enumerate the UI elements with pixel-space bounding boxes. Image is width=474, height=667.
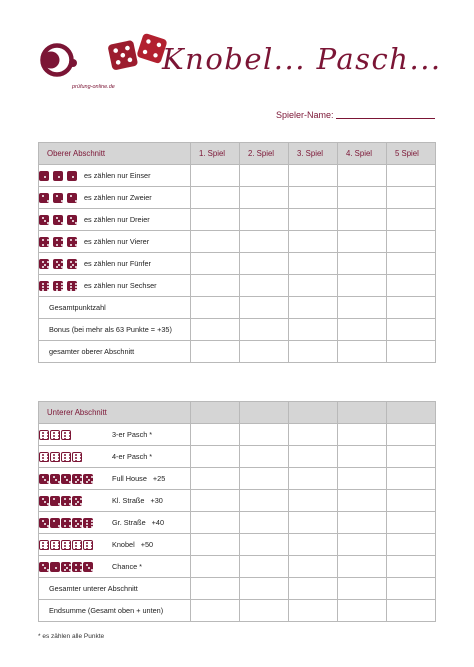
score-cell-game-1[interactable] [191,341,240,363]
table-row [39,490,436,512]
score-cell-game-2[interactable] [240,165,289,187]
score-cell-game-5[interactable] [387,556,436,578]
table-row [39,209,436,231]
row-label-cell [39,341,191,363]
die-5-icon [67,259,77,269]
table-row [39,187,436,209]
lower-section-title: Unterer Abschnitt [39,402,191,424]
row-label-cell [39,253,191,275]
die-2-icon [50,496,60,506]
row-label-cell [39,424,191,446]
score-cell-game-4[interactable] [338,275,387,297]
row-label: es zählen nur Einser [84,171,151,181]
bonus-points: +50 [140,540,154,550]
score-cell-game-5[interactable] [387,341,436,363]
die-1-icon [53,171,63,181]
score-cell-game-3[interactable] [289,468,338,490]
dice-group [39,429,109,439]
score-cell-game-5[interactable] [387,319,436,341]
site-name: prüfung-online.de [72,84,115,90]
score-cell-game-1[interactable] [191,556,240,578]
row-label: 4-er Pasch * [112,452,153,462]
score-cell-game-1[interactable] [191,253,240,275]
brand-logo-icon [36,38,88,84]
die-5-icon [83,474,93,484]
score-cell-game-1[interactable] [191,600,240,622]
score-cell-game-1[interactable] [191,468,240,490]
die-4-icon [53,237,63,247]
score-cell-game-1[interactable] [191,512,240,534]
die-3-icon [39,215,49,225]
die-3-icon [53,215,63,225]
row-label: Full House [112,474,147,484]
score-cell-game-1[interactable] [191,297,240,319]
die-3-icon [50,474,60,484]
table-row [39,556,436,578]
score-cell-game-3[interactable] [289,341,338,363]
score-cell-game-2[interactable] [240,446,289,468]
score-cell-game-2[interactable] [240,319,289,341]
table-row [39,341,436,363]
score-cell-game-1[interactable] [191,534,240,556]
row-label-cell [39,165,191,187]
score-cell-game-2[interactable] [240,512,289,534]
dice-group [39,517,109,527]
row-label: es zählen nur Dreier [84,215,150,225]
score-cell-game-4[interactable] [338,490,387,512]
red-dice-icon [106,32,170,74]
upper-section-table [38,142,436,363]
score-cell-game-4[interactable] [338,468,387,490]
die-1-icon [67,171,77,181]
score-cell-game-2[interactable] [240,209,289,231]
row-label: Endsumme (Gesamt oben + unten) [49,606,164,616]
score-cell-game-2[interactable] [240,468,289,490]
score-cell-game-2[interactable] [240,556,289,578]
die-5-icon [39,259,49,269]
die-6-icon [61,540,71,550]
score-cell-game-5[interactable] [387,187,436,209]
die-1-icon [50,562,60,572]
score-cell-game-5[interactable] [387,297,436,319]
lower-section-table [38,401,436,622]
die-3-icon [39,518,49,528]
game-column-5: 5 Spiel [387,143,436,165]
row-label-cell [39,231,191,253]
die-6-icon [83,540,93,550]
score-cell-game-2[interactable] [240,534,289,556]
die-4-icon [61,496,71,506]
score-cell-game-3[interactable] [289,319,338,341]
table-row [39,424,436,446]
score-cell-game-2[interactable] [240,187,289,209]
die-3-icon [67,215,77,225]
row-label-cell [39,187,191,209]
score-cell-game-5[interactable] [387,600,436,622]
score-cell-game-5[interactable] [387,490,436,512]
die-6-icon [83,518,93,528]
footnote: * es zählen alle Punkte [38,633,105,640]
score-cell-game-2[interactable] [240,600,289,622]
table-row [39,468,436,490]
bonus-points: +40 [151,518,165,528]
score-cell-game-4[interactable] [338,512,387,534]
score-cell-game-5[interactable] [387,468,436,490]
table-row [39,534,436,556]
row-label-cell [39,209,191,231]
score-cell-game-3[interactable] [289,275,338,297]
die-1-icon [39,171,49,181]
row-label: Bonus (bei mehr als 63 Punkte = +35) [49,325,172,335]
row-label: Gesamter unterer Abschnitt [49,584,138,594]
score-cell-game-3[interactable] [289,490,338,512]
game-column-1 [191,402,240,424]
score-cell-game-1[interactable] [191,490,240,512]
table-row [39,319,436,341]
die-4-icon [67,237,77,247]
score-cell-game-4[interactable] [338,600,387,622]
die-5-icon [72,518,82,528]
score-cell-game-4[interactable] [338,319,387,341]
score-cell-game-1[interactable] [191,165,240,187]
die-6-icon [50,452,60,462]
table-row [39,231,436,253]
die-3-icon [39,562,49,572]
die-5-icon [72,496,82,506]
die-3-icon [83,562,93,572]
score-cell-game-5[interactable] [387,578,436,600]
score-cell-game-5[interactable] [387,424,436,446]
score-cell-game-1[interactable] [191,187,240,209]
row-label: 3-er Pasch * [112,430,153,440]
row-label-cell [39,319,191,341]
score-cell-game-4[interactable] [338,297,387,319]
score-cell-game-2[interactable] [240,578,289,600]
score-cell-game-2[interactable] [240,253,289,275]
score-cell-game-3[interactable] [289,231,338,253]
table-row [39,578,436,600]
score-cell-game-1[interactable] [191,424,240,446]
row-label-cell [39,578,191,600]
score-cell-game-4[interactable] [338,341,387,363]
score-cell-game-4[interactable] [338,534,387,556]
score-cell-game-3[interactable] [289,297,338,319]
dice-group [39,561,109,571]
die-3-icon [39,496,49,506]
die-4-icon [39,237,49,247]
die-6-icon [50,540,60,550]
die-6-icon [53,281,63,291]
die-6-icon [72,452,82,462]
row-label: Gr. Straße [112,518,146,528]
table-row [39,275,436,297]
dice-group [39,451,109,461]
row-label: es zählen nur Vierer [84,237,150,247]
row-label-cell [39,600,191,622]
score-cell-game-5[interactable] [387,534,436,556]
score-cell-game-4[interactable] [338,578,387,600]
score-cell-game-4[interactable] [338,253,387,275]
die-6-icon [61,452,71,462]
row-label-cell [39,534,191,556]
die-6-icon [67,281,77,291]
row-label-cell [39,275,191,297]
score-cell-game-4[interactable] [338,165,387,187]
die-6-icon [61,430,71,440]
die-4-icon [72,562,82,572]
score-cell-game-5[interactable] [387,165,436,187]
row-label-cell [39,468,191,490]
die-6-icon [39,430,49,440]
die-5-icon [72,474,82,484]
score-cell-game-2[interactable] [240,424,289,446]
score-cell-game-3[interactable] [289,165,338,187]
score-cell-game-5[interactable] [387,446,436,468]
bonus-points: +30 [150,496,163,506]
row-label: es zählen nur Zweier [84,193,152,203]
row-label: Knobel [112,540,135,550]
die-5-icon [61,562,71,572]
score-cell-game-1[interactable] [191,231,240,253]
game-column-1: 1. Spiel [191,143,240,165]
score-cell-game-2[interactable] [240,231,289,253]
die-2-icon [53,193,63,203]
table-row [39,297,436,319]
dice-group [39,539,109,549]
die-6-icon [39,281,49,291]
score-cell-game-1[interactable] [191,446,240,468]
score-cell-game-4[interactable] [338,424,387,446]
score-cell-game-3[interactable] [289,512,338,534]
table-row [39,600,436,622]
game-column-2 [240,402,289,424]
score-cell-game-3[interactable] [289,424,338,446]
score-cell-game-5[interactable] [387,231,436,253]
upper-section-title: Oberer Abschnitt [39,143,191,165]
score-cell-game-2[interactable] [240,341,289,363]
row-label-cell [39,512,191,534]
score-cell-game-2[interactable] [240,297,289,319]
score-cell-game-3[interactable] [289,534,338,556]
score-cell-game-3[interactable] [289,446,338,468]
die-6-icon [39,452,49,462]
score-cell-game-4[interactable] [338,556,387,578]
score-cell-game-3[interactable] [289,187,338,209]
page-title: Knobel... Pasch... [162,42,442,76]
table-row [39,253,436,275]
score-cell-game-3[interactable] [289,209,338,231]
die-2-icon [50,518,60,528]
die-6-icon [72,540,82,550]
game-column-2: 2. Spiel [240,143,289,165]
table-row [39,512,436,534]
row-label-cell [39,490,191,512]
row-label-cell [39,297,191,319]
row-label: Gesamtpunktzahl [49,303,106,313]
score-cell-game-3[interactable] [289,578,338,600]
player-name-label: Spieler-Name: [276,110,334,120]
score-cell-game-5[interactable] [387,275,436,297]
score-cell-game-4[interactable] [338,231,387,253]
game-column-4: 4. Spiel [338,143,387,165]
row-label: Chance * [112,562,143,572]
die-2-icon [67,193,77,203]
score-cell-game-3[interactable] [289,556,338,578]
score-cell-game-4[interactable] [338,187,387,209]
row-label: es zählen nur Sechser [84,281,157,291]
score-cell-game-1[interactable] [191,209,240,231]
row-label: gesamter oberer Abschnitt [49,347,135,357]
score-cell-game-1[interactable] [191,319,240,341]
dice-group [39,473,109,483]
table-row [39,165,436,187]
die-5-icon [53,259,63,269]
score-cell-game-5[interactable] [387,512,436,534]
score-cell-game-1[interactable] [191,275,240,297]
score-cell-game-1[interactable] [191,578,240,600]
row-label-cell [39,556,191,578]
dice-group [39,495,109,505]
score-cell-game-3[interactable] [289,253,338,275]
score-cell-game-2[interactable] [240,490,289,512]
game-column-3 [289,402,338,424]
row-label: Kl. Straße [112,496,145,506]
row-label-cell [39,446,191,468]
score-cell-game-5[interactable] [387,253,436,275]
lower-header-row [39,402,436,424]
score-cell-game-2[interactable] [240,275,289,297]
die-3-icon [61,474,71,484]
bonus-points: +25 [152,474,166,484]
game-column-4 [338,402,387,424]
score-cell-game-4[interactable] [338,446,387,468]
die-2-icon [39,193,49,203]
game-column-5 [387,402,436,424]
die-4-icon [61,518,71,528]
score-cell-game-5[interactable] [387,209,436,231]
row-label: es zählen nur Fünfer [84,259,151,269]
die-6-icon [50,430,60,440]
die-6-icon [39,540,49,550]
player-name-field[interactable] [336,118,435,119]
upper-header-row [39,143,436,165]
table-row [39,446,436,468]
score-cell-game-4[interactable] [338,209,387,231]
die-3-icon [39,474,49,484]
score-cell-game-3[interactable] [289,600,338,622]
game-column-3: 3. Spiel [289,143,338,165]
